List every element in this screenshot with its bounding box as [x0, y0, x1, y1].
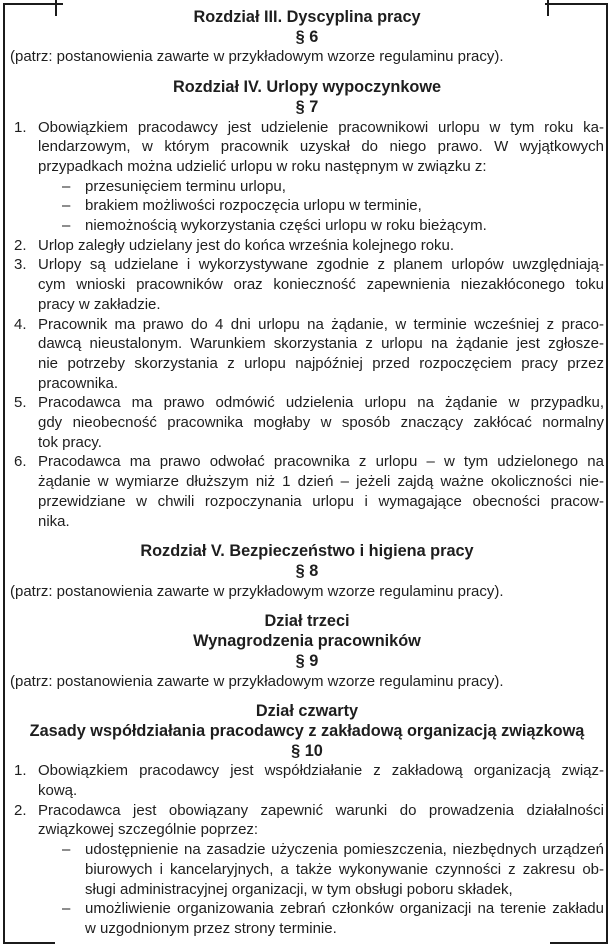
- heading-line: § 9: [295, 651, 319, 670]
- list-number: 3.: [14, 256, 27, 274]
- text-line: tok pracy.: [38, 433, 102, 451]
- text-line: Urlop zaległy udzielany jest do końca września kolejnego roku.: [38, 236, 455, 254]
- text-lines: [10, 612, 604, 651]
- text-lines: [10, 672, 604, 692]
- text-line: żądanie w wymiarze dłuższym niż 1 dzień – jeżeli zajdą ważne okoliczności nie-: [38, 473, 604, 491]
- text-line: kową.: [38, 782, 78, 800]
- text-lines: [38, 236, 604, 256]
- text-line: pracownika.: [38, 374, 119, 392]
- section-heading: [10, 652, 604, 672]
- list-number: 6.: [14, 453, 27, 471]
- list-number: 1.: [14, 762, 27, 780]
- section-heading: [10, 742, 604, 762]
- dash-list-item: [10, 216, 604, 236]
- text-lines: [85, 899, 604, 938]
- text-lines: [38, 452, 604, 531]
- list-number: 2.: [14, 801, 27, 819]
- text-line: przewidziane w chwili rozpoczynania urlopu i wymagające obecności pracow-: [38, 492, 604, 510]
- text-lines: [10, 47, 604, 67]
- text-line: pracy w zakładzie.: [38, 295, 161, 313]
- numbered-list-item: [10, 118, 604, 177]
- text-lines: [85, 196, 604, 216]
- section-heading: [10, 542, 604, 562]
- heading-line: Dział trzeci: [264, 612, 350, 631]
- heading-line: Dział czwarty: [255, 702, 359, 721]
- text-line: (patrz: postanowienia zawarte w przykładowym wzorze regulaminu pracy).: [10, 582, 504, 600]
- text-lines: [10, 652, 604, 672]
- text-lines: [10, 98, 604, 118]
- numbered-list-item: [10, 801, 604, 840]
- text-lines: [85, 177, 604, 197]
- section-spacer: [10, 691, 604, 702]
- dash-list-item: [10, 196, 604, 216]
- section-heading: [10, 562, 604, 582]
- text-line: gdy nieobecność pracownika mogłaby w sposób znaczący zakłócać normalny: [38, 414, 604, 432]
- dash-bullet: –: [62, 197, 71, 215]
- text-line: w uzgodnionym przez strony terminie.: [85, 919, 337, 937]
- text-lines: [38, 315, 604, 394]
- dash-bullet: –: [62, 841, 71, 859]
- text-lines: [85, 840, 604, 899]
- section-heading: [10, 612, 604, 651]
- section-spacer: [10, 67, 604, 78]
- text-line: Pracodawca ma prawo odmówić udzielenia urlopu na żądanie w przypadku,: [38, 394, 604, 412]
- text-lines: [10, 582, 604, 602]
- section-heading: [10, 28, 604, 48]
- heading-line: § 10: [291, 741, 323, 760]
- list-number: 5.: [14, 394, 27, 412]
- text-line: cym wnioski pracowników oraz konieczność zapewnienia niezakłóconego toku: [38, 276, 604, 294]
- text-lines: [10, 742, 604, 762]
- dash-bullet: –: [62, 217, 71, 235]
- text-line: nika.: [38, 512, 70, 530]
- text-line: udostępnienie na zasadzie użyczenia pomieszczenia, niezbędnych urządzeń: [85, 841, 604, 859]
- text-line: Pracownik ma prawo do 4 dni urlopu na żądanie, w terminie wcześniej z praco-: [38, 315, 604, 333]
- reference-paragraph: [10, 582, 604, 602]
- numbered-list-item: [10, 452, 604, 531]
- text-lines: [10, 702, 604, 741]
- reference-paragraph: [10, 47, 604, 67]
- text-lines: [10, 28, 604, 48]
- dash-list-item: [10, 177, 604, 197]
- heading-line: Rozdział III. Dyscyplina pracy: [193, 8, 421, 26]
- text-lines: [85, 216, 604, 236]
- text-line: (patrz: postanowienia zawarte w przykładowym wzorze regulaminu pracy).: [10, 672, 504, 690]
- section-heading: [10, 78, 604, 98]
- text-line: (patrz: postanowienia zawarte w przykładowym wzorze regulaminu pracy).: [10, 48, 504, 66]
- text-line: Pracodawca ma prawo odwołać pracownika z urlopu – w tym udzielonego na: [38, 453, 604, 471]
- numbered-list-item: [10, 255, 604, 314]
- heading-line: Rozdział V. Bezpieczeństwo i higiena pracy: [140, 542, 474, 561]
- dash-list-item: [10, 840, 604, 899]
- text-line: niemożnością wykorzystania części urlopu w roku bieżącym.: [85, 217, 487, 235]
- dash-list-item: [10, 899, 604, 938]
- text-line: Obowiązkiem pracodawcy jest udzielenie pracownikowi urlopu w tym roku ka-: [38, 118, 604, 136]
- text-lines: [10, 542, 604, 562]
- numbered-list-item: [10, 761, 604, 800]
- text-lines: [38, 801, 604, 840]
- heading-line: § 6: [295, 27, 319, 46]
- numbered-list-item: [10, 393, 604, 452]
- list-number: 4.: [14, 315, 27, 333]
- heading-line: § 8: [295, 561, 319, 580]
- text-line: związkowej szczególnie poprzez:: [38, 821, 259, 839]
- list-number: 1.: [14, 118, 27, 136]
- text-line: Urlopy są udzielane i wykorzystywane zgodnie z planem urlopów uwzględniają-: [38, 256, 604, 274]
- dash-bullet: –: [62, 900, 71, 918]
- text-lines: [38, 118, 604, 177]
- section-heading: [10, 702, 604, 741]
- list-number: 2.: [14, 236, 27, 254]
- dash-bullet: –: [62, 177, 71, 195]
- section-spacer: [10, 531, 604, 542]
- text-line: biurowych i kancelaryjnych, a także wykonywanie czynności z zakresu ob-: [85, 860, 604, 878]
- text-lines: [38, 393, 604, 452]
- reference-paragraph: [10, 672, 604, 692]
- text-lines: [38, 255, 604, 314]
- text-lines: [10, 78, 604, 98]
- section-heading: [10, 8, 604, 28]
- heading-line: Wynagrodzenia pracowników: [193, 632, 421, 651]
- section-heading: [10, 98, 604, 118]
- text-line: brakiem możliwości rozpoczęcia urlopu w terminie,: [85, 197, 422, 215]
- numbered-list-item: [10, 315, 604, 394]
- heading-line: Rozdział IV. Urlopy wypoczynkowe: [172, 78, 442, 97]
- text-line: przypadkach można udzielić urlopu w roku następnym w związku z:: [38, 157, 487, 175]
- text-line: umożliwienie organizowania zebrań członków organizacji na terenie zakładu: [85, 900, 604, 918]
- section-spacer: [10, 601, 604, 612]
- heading-line: § 7: [295, 97, 319, 116]
- text-lines: [38, 761, 604, 800]
- text-line: sługi administracyjnej organizacji, w tym obsługi poboru składek,: [85, 880, 513, 898]
- text-line: Obowiązkiem pracodawcy jest współdziałanie z zakładową organizacją związ-: [38, 762, 604, 780]
- text-line: Pracodawca jest obowiązany zapewnić warunki do prowadzenia działalności: [38, 801, 604, 819]
- text-line: dawcą nieustalonym. Warunkiem skorzystania z urlopu na żądanie jest zgłosze-: [38, 335, 604, 353]
- numbered-list-item: [10, 236, 604, 256]
- text-line: lendarzowym, w którym pracownik uzyskał do niego prawo. W wyjątkowych: [38, 138, 604, 156]
- text-lines: [10, 8, 604, 28]
- heading-line: Zasady współdziałania pracodawcy z zakładową organizacją związkową: [29, 721, 585, 740]
- text-lines: [10, 562, 604, 582]
- text-line: przesunięciem terminu urlopu,: [85, 177, 286, 195]
- text-line: nie potrzeby skorzystania z urlopu najpóźniej przed rozpoczęciem pracy przez: [38, 354, 604, 372]
